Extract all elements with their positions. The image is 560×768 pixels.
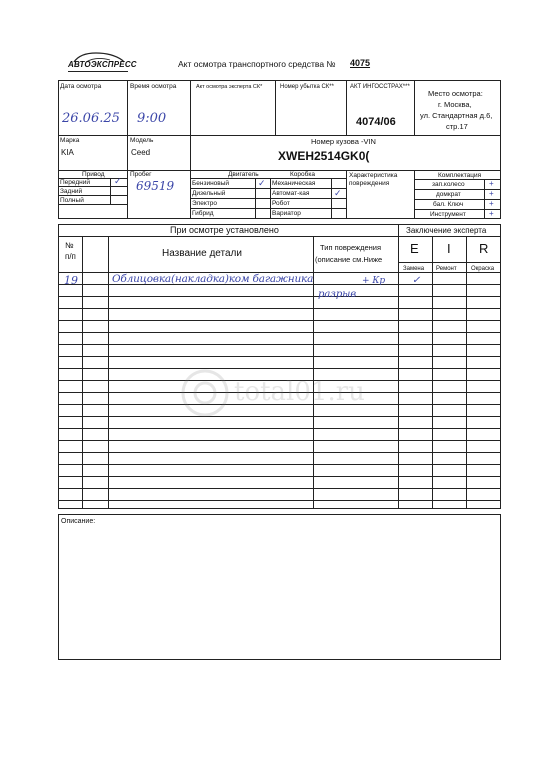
col-E-sub: Замена	[403, 266, 425, 272]
model-value: Ceed	[131, 148, 151, 157]
gearbox-item-cvt: Вариатор	[272, 210, 301, 217]
vin-label: Номер кузова -VIN	[311, 137, 376, 146]
description-box	[58, 514, 501, 660]
col-E-header: E	[410, 241, 419, 256]
row1-part-name: Облицовка(накладка)ком багажника	[112, 273, 314, 285]
table-row	[58, 500, 501, 501]
table-row	[58, 464, 501, 465]
kit-mark-wheel-wrench: +	[489, 199, 494, 208]
make-label: Марка	[60, 137, 80, 144]
engine-item-diesel: Дизельный	[192, 190, 226, 197]
engine-item-hybrid: Гибрид	[192, 210, 214, 217]
drive-item-full: Полный	[60, 197, 84, 204]
company-logo	[66, 50, 137, 74]
inspection-time-value: 9:00	[137, 111, 167, 126]
ingosstrakh-act-label: АКТ ИНГОССТРАХ***	[350, 84, 410, 90]
mileage-label: Пробег	[130, 171, 152, 178]
table-row	[58, 296, 501, 297]
findings-table	[58, 224, 501, 509]
inspection-date-value: 26.06.25	[62, 111, 120, 126]
table-row	[58, 440, 501, 441]
kit-mark-spare-wheel: +	[489, 179, 494, 188]
engine-item-electro: Электро	[192, 200, 217, 207]
description-label: Описание:	[61, 518, 96, 525]
kit-item-tools: Инструмент	[430, 211, 466, 218]
table-row	[58, 344, 501, 345]
gearbox-item-auto: Автомат-кая	[272, 190, 310, 197]
model-label: Модель	[130, 137, 154, 144]
table-row	[58, 416, 501, 417]
col-part-header: Название детали	[162, 248, 242, 259]
table-row	[58, 356, 501, 357]
col-damage-header-1: Тип повреждения	[320, 243, 382, 252]
gearbox-label: Коробка	[290, 171, 315, 178]
row1-damage-type-1: + Кр	[362, 276, 386, 286]
drive-checkmark: ✓	[114, 176, 122, 186]
row1-damage-type-2: разрыв	[318, 289, 357, 300]
col-no-header-1: №	[65, 241, 74, 250]
table-row	[58, 452, 501, 453]
damage-char-label-2: повреждения	[349, 180, 390, 187]
kit-item-wheel-wrench: бал. Ключ	[433, 201, 464, 208]
place-line3: стр.17	[446, 122, 468, 131]
col-R-header: R	[479, 241, 489, 256]
kit-label: Комплектация	[438, 172, 482, 179]
expert-conclusion-title: Заключение эксперта	[406, 226, 487, 235]
kit-item-spare-wheel: зап.колесо	[432, 181, 465, 188]
row1-replace-check: ✓	[412, 275, 421, 286]
vin-value: XWEH2514GK0(	[278, 149, 370, 163]
col-I-header: I	[447, 241, 451, 256]
engine-label: Двигатель	[228, 171, 259, 178]
watermark-text: total01.ru	[234, 377, 365, 407]
gearbox-item-robot: Робот	[272, 200, 290, 207]
findings-section-title: При осмотре установлено	[170, 225, 279, 235]
inspection-date-label: Дата осмотра	[60, 83, 102, 90]
row1-number: 19	[64, 274, 78, 287]
drive-item-front: Передний	[60, 179, 91, 186]
loss-number-label: Номер убытка СК**	[280, 84, 334, 90]
place-label: Место осмотра:	[428, 89, 483, 98]
inspection-time-label: Время осмотра	[130, 83, 177, 90]
col-I-sub: Ремонт	[436, 266, 457, 272]
document-title: Акт осмотра транспортного средства №	[178, 59, 336, 69]
logo-text: АВТОЭКСПРЕСС	[68, 60, 137, 69]
mileage-value: 69519	[136, 179, 175, 193]
make-value: KIA	[61, 148, 74, 157]
engine-checkmark: ✓	[258, 178, 266, 188]
gearbox-item-manual: Механическая	[272, 180, 316, 187]
place-line2: ул. Стандартная д.6,	[420, 111, 493, 120]
kit-item-jack: домкрат	[436, 191, 461, 198]
drive-item-rear: Задний	[60, 188, 83, 195]
drive-label: Привод	[82, 171, 105, 178]
table-row	[58, 488, 501, 489]
engine-item-petrol: Бензиновый	[192, 180, 230, 187]
table-row	[58, 320, 501, 321]
kit-mark-jack: +	[489, 189, 494, 198]
table-row	[58, 308, 501, 309]
damage-char-label-1: Характеристика	[349, 172, 398, 179]
expert-act-label: Акт осмотра эксперта СК*	[196, 84, 263, 90]
act-number: 4075	[350, 58, 371, 68]
table-row	[58, 476, 501, 477]
place-line1: г. Москва,	[438, 100, 472, 109]
table-row	[58, 428, 501, 429]
table-row	[58, 332, 501, 333]
table-row	[58, 368, 501, 369]
gearbox-checkmark: ✓	[334, 188, 342, 198]
watermark-emblem-icon	[180, 368, 230, 418]
kit-mark-tools: +	[489, 209, 494, 218]
ingosstrakh-act-value: 4074/06	[356, 116, 396, 128]
col-damage-header-2: (описание см.Ниже	[315, 255, 383, 264]
col-R-sub: Окраска	[471, 266, 495, 272]
col-no-header-2: п/п	[65, 252, 76, 261]
